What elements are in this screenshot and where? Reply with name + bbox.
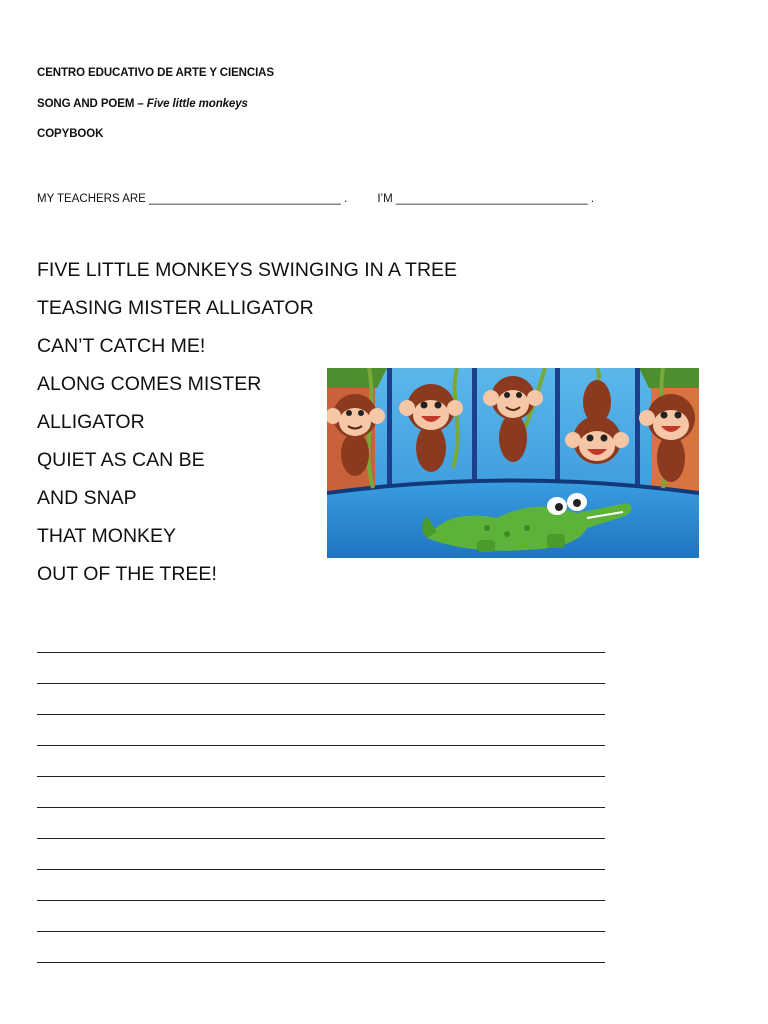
poem-line: ALONG COMES MISTER — [37, 373, 262, 395]
fill-in-row — [37, 193, 594, 205]
writing-line[interactable] — [37, 856, 605, 887]
name-field[interactable]: I’M ______________________________ . — [377, 193, 595, 205]
writing-line[interactable] — [37, 794, 605, 825]
writing-line[interactable] — [37, 949, 605, 980]
poem-line: FIVE LITTLE MONKEYS SWINGING IN A TREE — [37, 259, 458, 281]
subject-line — [37, 98, 248, 110]
writing-line[interactable] — [37, 887, 605, 918]
writing-line[interactable] — [37, 918, 605, 949]
poem-line: QUIET AS CAN BE — [37, 449, 205, 471]
writing-line[interactable] — [37, 670, 605, 701]
writing-line[interactable] — [37, 701, 605, 732]
writing-line[interactable] — [37, 639, 605, 670]
writing-line[interactable] — [37, 825, 605, 856]
poem-line: OUT OF THE TREE! — [37, 563, 217, 585]
doc-type: COPYBOOK — [37, 128, 104, 140]
monkeys-alligator-illustration — [327, 368, 699, 558]
writing-lines[interactable] — [37, 639, 605, 980]
writing-line[interactable] — [37, 732, 605, 763]
poem-line: ALLIGATOR — [37, 411, 145, 433]
poem-line: TEASING MISTER ALLIGATOR — [37, 297, 314, 319]
poem-line: CAN’T CATCH ME! — [37, 335, 206, 357]
poem-line: THAT MONKEY — [37, 525, 177, 547]
subject-title: Five little monkeys — [146, 98, 248, 110]
school-name: CENTRO EDUCATIVO DE ARTE Y CIENCIAS — [37, 67, 274, 79]
subject-prefix: SONG AND POEM – — [37, 98, 147, 110]
writing-line[interactable] — [37, 763, 605, 794]
teachers-field[interactable]: MY TEACHERS ARE ______________________________ . — [37, 193, 348, 205]
poem-line: AND SNAP — [37, 487, 137, 509]
